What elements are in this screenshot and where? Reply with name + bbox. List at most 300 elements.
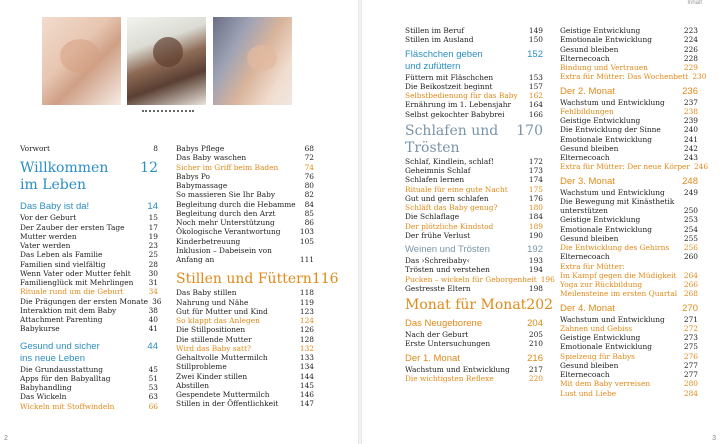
toc-entry[interactable] — [176, 209, 314, 218]
toc-page-number: 45 — [148, 364, 158, 374]
toc-entry[interactable] — [20, 278, 158, 287]
toc-entry[interactable] — [560, 352, 698, 361]
toc-entry-label: Geistige Entwicklung — [560, 116, 641, 125]
toc-entry-label: Wickeln mit Stoffwindeln — [20, 401, 115, 411]
toc-entry-label: Der 3. Monat — [560, 175, 615, 187]
toc-entry-label: Der 1. Monat — [405, 352, 460, 364]
toc-entry-label: Babyhandling — [20, 383, 72, 392]
toc-entry-label: Willkommen im Leben — [20, 160, 109, 194]
toc-entry-label: Geistige Entwicklung — [560, 215, 641, 225]
toc-entry-label: Extra für Mütter: — [560, 261, 625, 271]
toc-section-heading[interactable] — [405, 318, 543, 330]
toc-entry[interactable] — [405, 339, 543, 348]
toc-entry[interactable] — [405, 82, 543, 91]
toc-entry-label: Gesund bleiben — [560, 360, 619, 370]
toc-page-number: 51 — [148, 373, 158, 383]
toc-page-number: 133 — [299, 353, 314, 362]
toc-entry[interactable] — [560, 333, 698, 342]
toc-entry[interactable] — [176, 181, 314, 190]
toc-entry[interactable] — [20, 392, 158, 401]
toc-page-number: 217 — [528, 364, 543, 374]
toc-entry-label: Meilensteine im ersten Quartal — [560, 289, 678, 299]
toc-page-number: 266 — [683, 280, 698, 289]
toc-entry[interactable] — [20, 315, 158, 324]
toc-entry-label: Die Grundausstattung — [20, 364, 104, 374]
toc-entry[interactable] — [20, 324, 158, 333]
toc-entry[interactable] — [560, 107, 698, 116]
toc-entry[interactable] — [560, 361, 698, 370]
left-page — [0, 0, 358, 444]
toc-entry-label: Inklusion – Dabeisein von — [176, 245, 272, 255]
toc-chapter-heading[interactable] — [405, 297, 554, 314]
toc-page-number: 220 — [528, 373, 543, 383]
toc-entry[interactable] — [405, 110, 543, 119]
toc-entry-label: Das Neugeborene — [405, 318, 483, 329]
toc-entry[interactable] — [176, 399, 314, 408]
toc-entry-label: Noch mehr Unterstützung — [176, 218, 275, 227]
toc-page-number: 242 — [683, 143, 698, 153]
toc-entry[interactable] — [560, 206, 698, 215]
toc-page-number: 264 — [683, 270, 698, 280]
toc-page-number: 17 — [148, 222, 158, 232]
toc-page-number: 134 — [299, 362, 314, 372]
toc-entry[interactable] — [560, 153, 698, 162]
toc-entry[interactable] — [405, 284, 543, 293]
toc-entry[interactable] — [176, 307, 314, 316]
toc-entry-label: Rituale rund um die Geburt — [20, 287, 124, 297]
toc-section-heading[interactable] — [560, 86, 698, 98]
toc-page-number: 36 — [152, 296, 162, 306]
toc-entry-label: Das Leben als Familie — [20, 250, 103, 260]
toc-page-number: 111 — [299, 255, 314, 264]
toc-page-number: 72 — [304, 153, 314, 163]
toc-entry[interactable] — [405, 91, 543, 100]
toc-page-number: 239 — [683, 116, 698, 125]
toc-page-number: 270 — [682, 302, 698, 314]
toc-entry[interactable] — [405, 166, 543, 175]
toc-entry-label: Gesund bleiben — [560, 233, 619, 243]
toc-entry[interactable] — [405, 175, 543, 184]
toc-entry[interactable] — [560, 125, 698, 134]
toc-entry[interactable] — [176, 255, 314, 264]
toc-entry-label: Babykurse — [20, 324, 60, 334]
toc-entry-label: Schlaf, Kindlein, schlaf! — [405, 156, 495, 166]
toc-entry-label: Schlafen und Trösten — [405, 122, 499, 156]
toc-entry[interactable] — [560, 215, 698, 224]
toc-entry-label: Der plötzliche Kindstod — [405, 221, 494, 231]
toc-entry-label: Die wichtigsten Reflexe — [405, 373, 494, 383]
toc-entry-label: Zahnen und Gebiss — [560, 323, 633, 333]
toc-entry-label: Begleitung durch den Arzt — [176, 208, 276, 218]
toc-page-number: 41 — [148, 324, 158, 334]
toc-page-number: 173 — [528, 166, 543, 175]
toc-entry[interactable] — [405, 35, 543, 44]
toc-entry[interactable] — [560, 252, 698, 261]
photo-sleeping-baby — [42, 17, 121, 105]
toc-entry[interactable] — [20, 144, 158, 153]
toc-entry-label: Füttern mit Fläschchen — [405, 72, 494, 82]
toc-entry[interactable] — [560, 144, 698, 153]
toc-entry-label: Babys Pflege — [176, 144, 225, 153]
toc-entry-label: Der 2. Monat — [560, 85, 615, 97]
toc-entry[interactable] — [560, 342, 698, 351]
toc-page-number: 216 — [527, 352, 543, 364]
toc-entry[interactable] — [176, 288, 314, 297]
toc-entry[interactable] — [560, 98, 698, 107]
toc-entry-label: Mit dem Baby verreisen — [560, 379, 651, 389]
toc-entry-label: Monat für Monat — [405, 297, 527, 313]
toc-entry[interactable] — [20, 296, 162, 306]
toc-page-number: 118 — [299, 288, 314, 298]
toc-entry[interactable] — [20, 250, 158, 259]
toc-entry[interactable] — [560, 389, 698, 398]
toc-entry[interactable] — [176, 353, 314, 362]
toc-entry[interactable] — [176, 372, 314, 381]
toc-entry[interactable] — [20, 306, 158, 315]
toc-entry[interactable] — [20, 269, 158, 278]
toc-entry[interactable] — [176, 298, 314, 307]
toc-entry-label: Spielzeug für Babys — [560, 351, 635, 361]
toc-entry[interactable] — [405, 256, 543, 265]
toc-page-number: 132 — [299, 343, 314, 353]
toc-entry-label: Wachstum und Entwicklung — [560, 97, 665, 107]
toc-entry[interactable] — [405, 26, 543, 35]
toc-entry-label: Familienglück mit Mehrlingen — [20, 278, 134, 287]
toc-entry-label: So massieren Sie Ihr Baby — [176, 190, 276, 200]
toc-entry[interactable] — [176, 200, 314, 209]
toc-page-number: 40 — [148, 315, 158, 324]
toc-entry-label: Wachstum und Entwicklung — [560, 314, 665, 324]
toc-entry[interactable] — [176, 153, 314, 162]
toc-entry-label: Vor der Geburt — [20, 213, 77, 223]
toc-page-number: 272 — [683, 323, 698, 333]
toc-entry[interactable] — [20, 232, 158, 241]
toc-page-number: 176 — [528, 193, 543, 203]
toc-entry[interactable] — [560, 35, 698, 44]
toc-entry[interactable] — [176, 237, 314, 246]
toc-page-number: 184 — [528, 212, 543, 222]
toc-section-heading[interactable] — [20, 341, 158, 365]
toc-entry[interactable] — [176, 144, 314, 153]
toc-page-number: 12 — [140, 160, 158, 177]
toc-entry[interactable] — [405, 194, 543, 203]
toc-page-number: 256 — [683, 243, 698, 252]
toc-entry[interactable] — [405, 212, 543, 221]
toc-entry[interactable] — [176, 325, 314, 334]
toc-entry[interactable] — [560, 289, 698, 298]
toc-entry-label: Stillen im Beruf — [405, 26, 465, 35]
toc-entry-label: Schläft das Baby genug? — [405, 203, 498, 212]
toc-entry[interactable] — [20, 287, 158, 296]
toc-page-number: 164 — [528, 100, 543, 110]
toc-entry[interactable] — [405, 330, 543, 339]
toc-entry-label: Das Wickeln — [20, 392, 67, 402]
toc-page-number: 271 — [683, 314, 698, 324]
toc-entry[interactable] — [20, 213, 158, 222]
toc-entry-label: Kinderbetreuung — [176, 236, 241, 246]
toc-page-number: 277 — [683, 360, 698, 370]
toc-entry-label: Gut für Mutter und Kind — [176, 306, 268, 316]
toc-chapter-heading[interactable] — [176, 271, 339, 288]
toc-page-number: 116 — [311, 271, 339, 288]
toc-page-number: 224 — [683, 35, 698, 45]
toc-page-number: 204 — [527, 318, 543, 329]
toc-page-number: 28 — [148, 259, 158, 269]
toc-page-number: 194 — [528, 265, 543, 275]
toc-page-number: 119 — [299, 297, 314, 307]
toc-entry[interactable] — [560, 197, 698, 206]
toc-entry[interactable] — [560, 243, 698, 252]
toc-entry-label: Im Kampf gegen die Müdigkeit — [560, 270, 677, 280]
toc-entry-label: Das Baby ist da! — [20, 201, 90, 213]
toc-entry-label: Wird das Baby satt? — [176, 343, 251, 353]
toc-entry-label: Der frühe Verlust — [405, 230, 471, 240]
toc-entry[interactable] — [560, 315, 698, 324]
right-page — [362, 0, 720, 444]
toc-entry[interactable] — [405, 203, 543, 212]
toc-entry-label: Apps für den Babyalltag — [20, 373, 111, 383]
toc-entry-label: Emotionale Entwicklung — [560, 342, 652, 352]
toc-entry[interactable] — [176, 190, 314, 199]
toc-entry-label: Der Zauber der ersten Tage — [20, 222, 125, 232]
toc-entry-label: Das Baby waschen — [176, 153, 247, 163]
toc-entry[interactable] — [560, 379, 698, 388]
toc-entry[interactable] — [20, 402, 158, 411]
toc-entry[interactable] — [176, 344, 314, 353]
toc-page-number: 174 — [528, 175, 543, 185]
toc-entry-label: Stillen in der Öffentlichkeit — [176, 399, 279, 409]
toc-entry[interactable] — [20, 365, 158, 374]
toc-page-number: 284 — [683, 388, 698, 398]
toc-entry-label: Anfang an — [176, 255, 215, 264]
page-number-right: 3 — [712, 435, 716, 442]
toc-entry[interactable] — [176, 172, 314, 181]
toc-entry-label: Yoga zur Rückbildung — [560, 280, 643, 289]
toc-entry-label: Die stillende Mutter — [176, 334, 252, 344]
toc-page-number: 205 — [528, 330, 543, 339]
toc-entry-label: Nach der Geburt — [405, 330, 469, 339]
toc-page-number: 31 — [148, 278, 158, 287]
toc-column-1 — [20, 144, 162, 411]
toc-entry-label: Die Prägungen der ersten Monate — [20, 296, 149, 306]
toc-page-number: 268 — [683, 289, 698, 299]
toc-entry[interactable] — [560, 234, 698, 243]
toc-section-heading[interactable] — [405, 49, 543, 73]
toc-page-number: 74 — [304, 162, 314, 172]
toc-entry-label: Abstillen — [176, 380, 210, 390]
toc-page-number: 123 — [299, 306, 314, 316]
toc-entry-label: Wenn Vater oder Mutter fehlt — [20, 268, 131, 278]
toc-page-number: 76 — [304, 171, 314, 181]
toc-entry[interactable] — [176, 227, 314, 236]
toc-page-number: 128 — [299, 334, 314, 344]
toc-page-number: 241 — [683, 134, 698, 144]
toc-page-number: 157 — [528, 81, 543, 91]
toc-page-number: 126 — [299, 325, 314, 335]
toc-chapter-heading[interactable] — [20, 160, 158, 194]
toc-entry[interactable] — [560, 280, 698, 289]
toc-entry[interactable] — [560, 188, 698, 197]
toc-entry[interactable] — [560, 370, 698, 379]
toc-entry-label: Emotionale Entwicklung — [560, 35, 652, 45]
toc-chapter-heading[interactable] — [405, 123, 543, 157]
toc-page-number: 162 — [528, 91, 543, 100]
toc-entry-label: Stillen im Ausland — [405, 35, 474, 45]
toc-entry[interactable] — [405, 222, 543, 231]
toc-entry-label: Die Beikostzeit beginnt — [405, 81, 493, 91]
toc-entry[interactable] — [176, 163, 314, 172]
toc-entry[interactable] — [405, 185, 543, 194]
toc-page-number: 237 — [683, 97, 698, 107]
toc-entry-label: Ernährung im 1. Lebensjahr — [405, 100, 512, 110]
toc-entry[interactable] — [560, 26, 698, 35]
toc-entry-label: Familien sind vielfältig — [20, 259, 106, 269]
toc-entry-label: Die Entwicklung des Gehirns — [560, 243, 670, 252]
toc-entry[interactable] — [20, 383, 158, 392]
spacer — [20, 153, 158, 160]
toc-page-number: 228 — [683, 53, 698, 63]
toc-page-number: 202 — [526, 297, 554, 313]
toc-entry[interactable] — [560, 72, 707, 82]
toc-page-number: 146 — [299, 390, 314, 399]
toc-page-number: 280 — [683, 379, 698, 389]
toc-entry[interactable] — [560, 225, 698, 234]
toc-entry[interactable] — [20, 241, 158, 250]
photo-baby-sitting — [127, 17, 206, 105]
toc-section-heading[interactable] — [560, 176, 698, 188]
toc-page-number: 248 — [682, 175, 698, 187]
toc-page-number: 253 — [683, 215, 698, 225]
toc-entry[interactable] — [405, 265, 543, 274]
toc-page-number: 223 — [683, 26, 698, 35]
toc-entry[interactable] — [560, 45, 698, 54]
toc-page-number: 124 — [299, 316, 314, 325]
toc-entry-label: Fehlbildungen — [560, 106, 614, 116]
toc-entry-label: Erste Untersuchungen — [405, 339, 491, 349]
toc-entry-label: Stillen und Füttern — [176, 271, 312, 288]
toc-section-heading[interactable] — [20, 201, 158, 213]
toc-entry[interactable] — [176, 218, 314, 227]
toc-entry-label: Trösten und verstehen — [405, 265, 490, 275]
toc-entry-label: Die Entwicklung der Sinne — [560, 125, 661, 135]
toc-entry[interactable] — [176, 335, 314, 344]
toc-entry[interactable] — [176, 362, 314, 371]
toc-entry-label: Gesund bleiben — [560, 143, 619, 153]
toc-entry[interactable] — [176, 381, 314, 390]
toc-page-number: 145 — [299, 380, 314, 390]
toc-entry[interactable] — [405, 157, 543, 166]
toc-entry[interactable] — [560, 162, 709, 172]
toc-entry[interactable] — [405, 374, 543, 383]
toc-entry-label: So klappt das Anlegen — [176, 316, 260, 325]
toc-entry-label: Das Baby stillen — [176, 288, 237, 298]
toc-entry-label: Elternecoach — [560, 153, 610, 162]
toc-page-number: 15 — [148, 213, 158, 223]
toc-page-number: 85 — [304, 208, 314, 218]
toc-entry[interactable] — [560, 54, 698, 63]
toc-entry[interactable] — [560, 63, 698, 72]
toc-section-heading[interactable] — [405, 244, 543, 256]
toc-entry[interactable] — [20, 260, 158, 269]
toc-entry-label: Gesund bleiben — [560, 44, 619, 54]
toc-entry-label: Extra für Mütter: Der neue Körper — [560, 162, 690, 172]
toc-page-number: 246 — [693, 162, 709, 172]
toc-page-number: 210 — [528, 339, 543, 349]
toc-page-number: 66 — [148, 401, 158, 411]
toc-entry-label: Elternecoach — [560, 53, 610, 63]
toc-section-heading[interactable] — [560, 303, 698, 315]
dotted-divider — [142, 110, 194, 112]
toc-page-number: 30 — [148, 268, 158, 278]
toc-page-number: 150 — [528, 35, 543, 45]
toc-entry[interactable] — [560, 271, 698, 280]
toc-entry[interactable] — [20, 223, 158, 232]
toc-page-number: 105 — [299, 236, 314, 246]
toc-entry[interactable] — [405, 365, 543, 374]
toc-page-number: 193 — [528, 256, 543, 265]
toc-entry-label: Emotionale Entwicklung — [560, 134, 652, 144]
toc-entry-label: Rituale für eine gute Nacht — [405, 184, 508, 194]
toc-page-number: 238 — [683, 106, 698, 116]
toc-entry[interactable] — [560, 262, 698, 271]
toc-page-number: 230 — [692, 72, 707, 82]
toc-entry[interactable] — [405, 274, 555, 284]
toc-entry-label: Schlafen lernen — [405, 175, 465, 185]
toc-entry-label: Die Schlaflage — [405, 212, 460, 222]
toc-entry[interactable] — [176, 390, 314, 399]
toc-entry-label: Fläschchen geben und zufüttern — [405, 48, 483, 72]
spacer — [20, 194, 158, 201]
toc-page-number: 175 — [528, 184, 543, 194]
toc-page-number: 23 — [148, 241, 158, 250]
toc-page-number: 229 — [683, 63, 698, 72]
toc-entry[interactable] — [176, 316, 314, 325]
toc-entry-label: Selbst gekochter Babybrei — [405, 109, 505, 119]
toc-entry-label: Gesund und sicher ins neue Leben — [20, 340, 100, 364]
toc-page-number: 236 — [682, 85, 698, 97]
toc-page-number: 44 — [147, 340, 158, 352]
toc-entry[interactable] — [405, 73, 543, 82]
toc-entry-label: Vater werden — [20, 241, 71, 250]
toc-page-number: 198 — [528, 283, 543, 293]
toc-entry-label: Zwei Kinder stillen — [176, 371, 248, 381]
toc-entry-label: Die Bewegung mit Kinästhetik — [560, 196, 675, 206]
toc-page-number: 8 — [153, 144, 158, 153]
toc-entry-label: Elternecoach — [560, 370, 610, 379]
spacer — [176, 264, 314, 271]
toc-page-number: 166 — [528, 109, 543, 119]
toc-entry[interactable] — [560, 324, 698, 333]
toc-entry-label: Ökologische Verantwortung — [176, 227, 281, 237]
toc-page-number: 277 — [683, 370, 698, 379]
toc-entry[interactable] — [405, 231, 543, 240]
toc-page-number: 190 — [528, 230, 543, 240]
toc-page-number: 260 — [683, 252, 698, 262]
toc-entry[interactable] — [176, 246, 314, 255]
toc-entry[interactable] — [560, 135, 698, 144]
toc-entry-label: Der 4. Monat — [560, 302, 615, 314]
toc-section-heading[interactable] — [405, 353, 543, 365]
toc-page-number: 249 — [683, 187, 698, 197]
toc-entry-label: Das ›Schreibaby‹ — [405, 256, 470, 265]
toc-entry[interactable] — [405, 100, 543, 109]
toc-column-3 — [405, 26, 555, 383]
toc-page-number: 240 — [683, 125, 698, 135]
toc-page-number: 38 — [148, 305, 158, 315]
toc-entry[interactable] — [20, 374, 158, 383]
toc-page-number: 19 — [148, 231, 158, 241]
toc-entry[interactable] — [560, 116, 698, 125]
